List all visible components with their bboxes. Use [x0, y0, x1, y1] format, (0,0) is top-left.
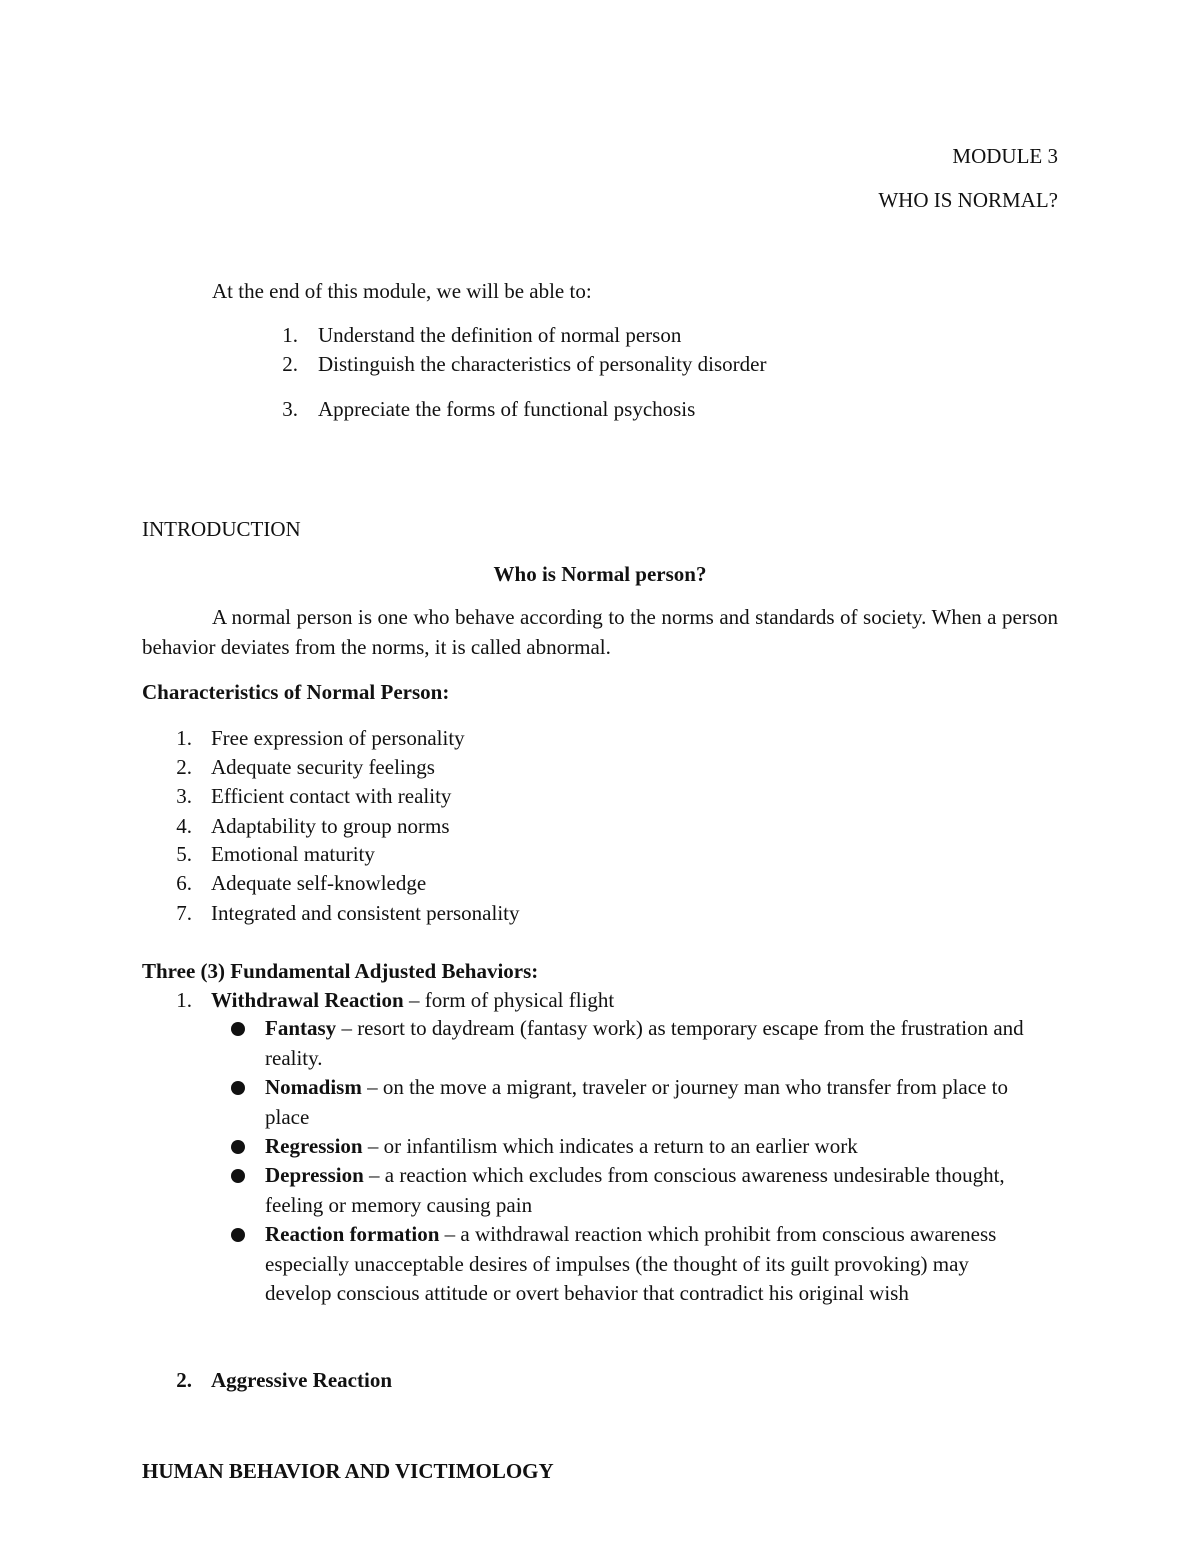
list-text [265, 1132, 1025, 1162]
bullet-icon [231, 1140, 245, 1154]
list-text: Free expression of personality [211, 726, 465, 750]
behaviors-heading: Three (3) Fundamental Adjusted Behaviors: [142, 959, 539, 983]
term: Reaction formation [265, 1222, 440, 1246]
list-number: 6. [176, 871, 192, 895]
description: – resort to daydream (fantasy work) as temporary escape from the frustration and reality. [265, 1016, 1024, 1070]
section-heading-introduction: INTRODUCTION [142, 517, 301, 541]
list-number: 3. [176, 784, 192, 808]
list-number: 1. [282, 323, 298, 347]
list-text: Appreciate the forms of functional psychosis [318, 397, 696, 421]
description: – form of physical flight [403, 988, 615, 1012]
term: Regression [265, 1134, 363, 1158]
bullet-icon [231, 1022, 245, 1036]
list-number: 2. [176, 755, 192, 779]
list-text [265, 1161, 1025, 1220]
page-footer: HUMAN BEHAVIOR AND VICTIMOLOGY [142, 1459, 554, 1483]
module-number: MODULE 3 [952, 144, 1058, 168]
list-number: 2. [176, 1368, 192, 1392]
description: – a reaction which excludes from conscious awareness undesirable thought, feeling or memory causing pain [265, 1163, 1005, 1217]
list-number: 1. [176, 988, 192, 1012]
list-text: Understand the definition of normal person [318, 323, 682, 347]
bullet-icon [231, 1228, 245, 1242]
term: Withdrawal Reaction [211, 988, 404, 1012]
characteristics-heading: Characteristics of Normal Person: [142, 680, 450, 704]
list-text: Adequate self-knowledge [211, 871, 427, 895]
section-subheading: Who is Normal person? [493, 562, 707, 586]
list-text: Adaptability to group norms [211, 814, 450, 838]
list-number: 3. [282, 397, 298, 421]
term: Nomadism [265, 1075, 362, 1099]
bullet-icon [231, 1081, 245, 1095]
list-text [265, 1014, 1025, 1073]
list-text: Efficient contact with reality [211, 784, 452, 808]
list-text [265, 1073, 1025, 1132]
list-number: 1. [176, 726, 192, 750]
intro-paragraph: A normal person is one who behave according to the norms and standards of society. When a person behavior deviates from the norms, it is called abnormal. [142, 605, 1058, 659]
list-number: 5. [176, 842, 192, 866]
list-text: Emotional maturity [211, 842, 375, 866]
list-number: 4. [176, 814, 192, 838]
list-number: 7. [176, 901, 192, 925]
list-text: Aggressive Reaction [211, 1368, 392, 1392]
list-text: Distinguish the characteristics of personality disorder [318, 352, 767, 376]
list-text: Integrated and consistent personality [211, 901, 520, 925]
description: – on the move a migrant, traveler or journey man who transfer from place to place [265, 1075, 1008, 1129]
bullet-icon [231, 1169, 245, 1183]
list-text [265, 1220, 1025, 1309]
term: Fantasy [265, 1016, 337, 1040]
term: Depression [265, 1163, 364, 1187]
description: – a withdrawal reaction which prohibit from conscious awareness especially unacceptable desires of impulses (the thought of its guilt provoking) may develop conscious attitude or overt behavior that contradict his original wish [265, 1222, 997, 1305]
list-text [211, 988, 614, 1013]
objectives-intro: At the end of this module, we will be able to: [212, 279, 592, 303]
list-text: Adequate security feelings [211, 755, 435, 779]
list-number: 2. [282, 352, 298, 376]
description: – or infantilism which indicates a return to an earlier work [362, 1134, 858, 1158]
page-title: WHO IS NORMAL? [878, 188, 1058, 212]
